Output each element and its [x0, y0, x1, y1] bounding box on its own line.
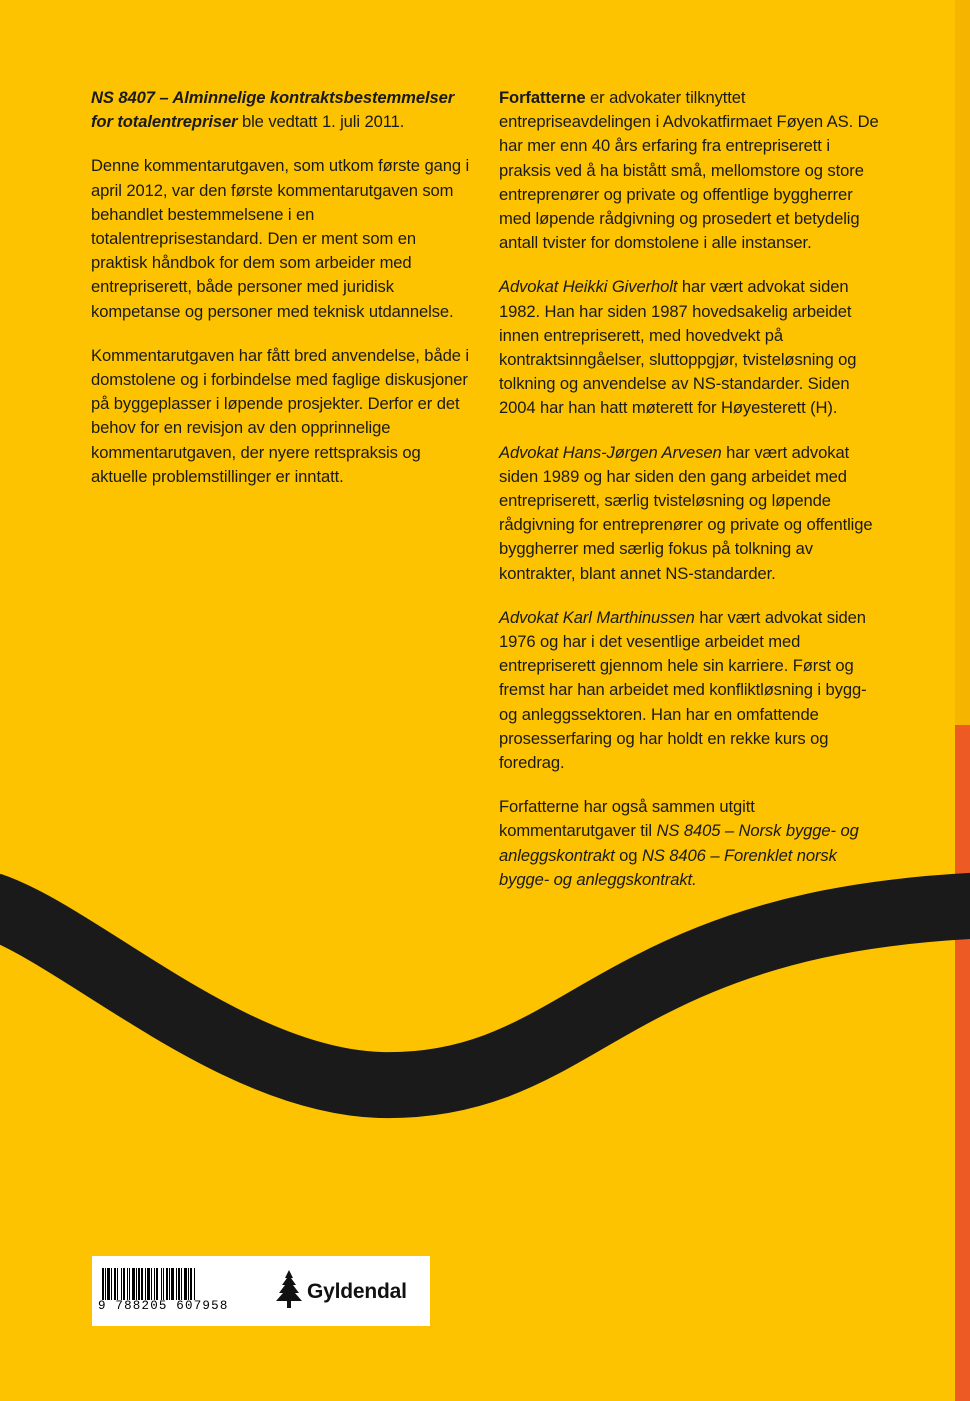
barcode-bar: [147, 1268, 150, 1300]
barcode-bar: [123, 1268, 125, 1300]
barcode-bar: [181, 1268, 182, 1300]
barcode-icon: [102, 1268, 250, 1300]
author-name: Advokat Hans-Jørgen Arvesen: [499, 442, 722, 462]
authors-paragraph: Forfatterne er advokater tilknyttet entrepriseavdelingen i Advokatfirmaet Føyen AS. De har mer enn 40 års erfaring fra entrepriserett i praksis ved å ha bistått små, mellomstore og store entreprenører og private og offentlige byggherrer med løpende rådgivning og prosedert et betydelig antall tvister for domstolene i alle instanser.: [499, 88, 879, 253]
author-name: Advokat Karl Marthinussen: [499, 607, 695, 627]
work-title-8406: NS 8406 – Forenklet norsk bygge- og anleggskontrakt.: [499, 845, 837, 889]
barcode-bar: [127, 1268, 128, 1300]
adoption-date-text: ble vedtatt 1. juli 2011.: [237, 112, 405, 132]
edition-paragraph: Denne kommentarutgaven, som utkom første gang i april 2012, var den første kommentarutgaven som behandlet bestemmelsene i en totalentreprisestandard. Den er ment som en praktisk håndbok for dem som arbeider med entrepriserett, både personer med juridisk kompetanse og personer med teknisk utdannelse.: [91, 156, 470, 321]
barcode-bar: [141, 1268, 143, 1300]
barcode-bar: [107, 1268, 110, 1300]
barcode-bar: [145, 1268, 146, 1300]
author-arvesen-bio: Advokat Hans-Jørgen Arvesen har vært advokat siden 1989 og har siden den gang arbeidet med entrepriserett, særlig tvisteløsning og løpende rådgivning for entreprenører og private og offentlige byggherrer med særlig fokus på tolkning av kontrakter, blant annet NS-standarder.: [499, 442, 873, 583]
barcode-bar: [184, 1268, 187, 1300]
publisher-logo-text: Gyldendal: [307, 1280, 407, 1303]
work-title-8405: NS 8405 – Norsk bygge- og anleggskontrakt: [499, 821, 859, 865]
barcode-bar: [129, 1268, 130, 1300]
barcode-bar: [169, 1268, 170, 1300]
barcode-bar: [114, 1268, 116, 1300]
barcode-bar: [154, 1268, 155, 1300]
left-column: [91, 86, 473, 509]
authors-lead: Forfatterne: [499, 88, 586, 107]
barcode-bar: [156, 1268, 158, 1300]
barcode-bar: [163, 1268, 164, 1300]
right-column: [499, 86, 879, 912]
spruce-tree-icon: [276, 1270, 302, 1308]
intro-paragraph: [91, 86, 473, 134]
author-giverholt-bio: Advokat Heikki Giverholt har vært advokat siden 1982. Han har siden 1987 hovedsakelig arbeidet innen entrepriserett, med hovedvekt på kontraktsinngåelser, sluttoppgjør, tvisteløsning og tolkning og anvendelse av NS-standarder. Siden 2004 har han hatt møterett for Høyesterett (H).: [499, 277, 857, 418]
standard-title: NS 8407 – Alminnelige kontraktsbestemmelser for totalentrepriser: [91, 88, 455, 132]
barcode-bar: [178, 1268, 180, 1300]
barcode-bar: [188, 1268, 189, 1300]
barcode-bar: [111, 1268, 112, 1300]
revision-paragraph: Kommentarutgaven har fått bred anvendelse, både i domstolene og i forbindelse med faglige diskusjoner på byggeplasser i løpende prosjekter. Derfor er det behov for en revisjon av den opprinnelige kommentarutgaven, der nyere rettspraksis og aktuelle problemstillinger er inntatt.: [91, 345, 469, 486]
barcode-bar: [136, 1268, 137, 1300]
barcode-bar: [190, 1268, 192, 1300]
barcode-bar: [121, 1268, 122, 1300]
barcode-bar: [117, 1268, 118, 1300]
barcode-bar: [176, 1268, 177, 1300]
barcode-bar: [171, 1268, 174, 1300]
isbn-number: 9 788205 607958: [98, 1299, 229, 1313]
barcode-bar: [132, 1268, 135, 1300]
road-swoosh-graphic: [0, 860, 970, 1120]
barcode-bar: [194, 1268, 195, 1300]
barcode-bar: [161, 1268, 162, 1300]
other-works-paragraph: Forfatterne har også sammen utgitt kommentarutgaver til NS 8405 – Norsk bygge- og anleggskontrakt og NS 8406 – Forenklet norsk bygge- og anleggskontrakt.: [499, 797, 859, 889]
barcode-bar: [138, 1268, 140, 1300]
barcode-bar: [166, 1268, 168, 1300]
author-name: Advokat Heikki Giverholt: [499, 277, 678, 297]
barcode-bar: [151, 1268, 152, 1300]
barcode-bar: [105, 1268, 106, 1300]
barcode-label: [92, 1256, 430, 1326]
author-marthinussen-bio: Advokat Karl Marthinussen har vært advokat siden 1976 og har i det vesentlige arbeidet med entrepriserett gjennom hele sin karriere. Først og fremst har han arbeidet med konfliktløsning i bygg- og anleggssektoren. Han har en omfattende prosesserfaring og har holdt en rekke kurs og foredrag.: [499, 607, 867, 773]
barcode-bar: [102, 1268, 104, 1300]
